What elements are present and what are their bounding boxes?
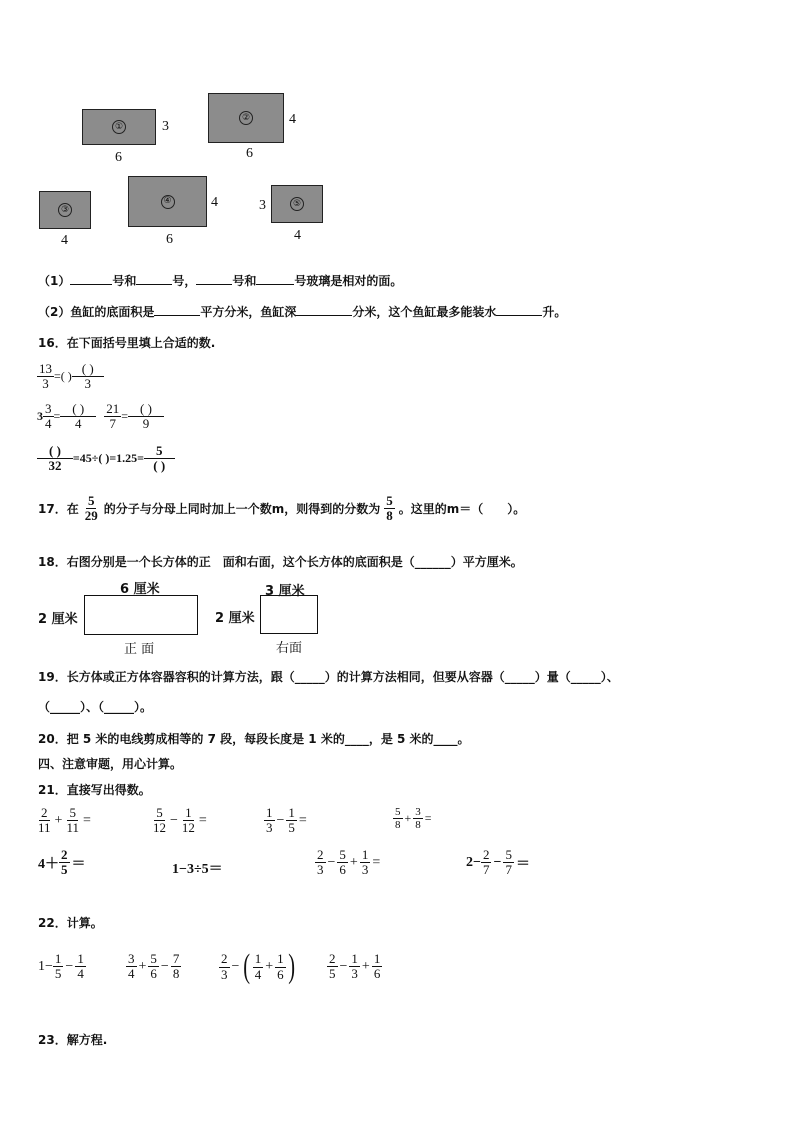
glass-1-width: 6: [115, 150, 122, 165]
denominator: 7: [505, 862, 512, 878]
numerator: 5: [144, 444, 175, 459]
denominator: 11: [66, 820, 79, 836]
numerator: 5: [395, 806, 401, 818]
blank: [70, 273, 112, 285]
fraction: [53, 952, 64, 982]
fraction: [128, 402, 164, 432]
fraction: [384, 494, 395, 524]
glass-panel-5: [271, 185, 323, 223]
fraction: [37, 362, 54, 392]
numerator: 3: [415, 806, 421, 818]
numerator: 1: [254, 951, 262, 967]
equals: =: [121, 409, 128, 424]
q16-row3: [37, 444, 175, 474]
denominator: 9: [142, 416, 150, 432]
numerator: 2: [41, 805, 48, 820]
denominator: 8: [395, 819, 401, 832]
q23-title: 23．解方程.: [38, 1033, 108, 1047]
glass-panel-4: [128, 176, 207, 227]
fraction: [43, 402, 54, 432]
denominator: 8: [172, 966, 180, 982]
denominator: 4: [254, 966, 262, 982]
q18-front-top: 6 厘米: [120, 582, 160, 597]
fraction: [349, 952, 360, 982]
numerator: 1: [185, 805, 192, 820]
denominator: 32: [48, 458, 62, 474]
q16-r2-whole: 3: [37, 409, 43, 424]
numerator: 1: [266, 805, 273, 820]
operator: −: [276, 812, 285, 828]
q18-front-label: 正 面: [124, 642, 155, 657]
numerator: 13: [39, 361, 52, 376]
q22-calc-1: 1− $\frac{1}{5}$ − $\frac{1}{4}$: [38, 951, 84, 982]
blank: [136, 273, 172, 285]
operator: +: [404, 811, 412, 826]
operator: =: [298, 812, 307, 828]
denominator: 8: [415, 819, 421, 832]
q17-b: 的分子与分母上同时加上一个数m，则得到的分数为: [103, 502, 381, 517]
numerator: 2: [61, 847, 68, 862]
q15-p1-d: 号和: [232, 274, 257, 288]
denominator: 6: [373, 966, 381, 982]
fraction: [75, 952, 86, 982]
numerator: 3: [128, 951, 135, 966]
denominator: 5: [61, 862, 68, 878]
q21-expr-3: [264, 806, 309, 836]
q15-p1-b: 号和: [112, 274, 137, 288]
operator: +: [349, 854, 358, 870]
numerator: 3: [45, 401, 52, 416]
denominator: 29: [84, 508, 98, 524]
denominator: 7: [482, 862, 490, 878]
operator: −: [327, 854, 336, 870]
glass-label-1: ①: [112, 120, 126, 134]
numerator: 1: [54, 951, 62, 966]
q16-row2: [37, 402, 164, 432]
operator: =: [372, 854, 381, 870]
fraction: [253, 952, 264, 982]
glass-label-5: ⑤: [290, 197, 304, 211]
q15-p1-c: 号，: [172, 274, 197, 288]
q18-side-label: 右面: [276, 641, 303, 656]
fraction: [275, 952, 286, 982]
q18-text: 18．右图分别是一个长方体的正 面和右面，这个长方体的底面积是（______）平方厘米。: [38, 555, 523, 569]
operator: =: [198, 812, 207, 828]
q18-side-left: 2 厘米: [215, 611, 255, 626]
q19-line2: （_____）、（_____）。: [38, 700, 153, 714]
q18-front-rect: [84, 595, 198, 635]
blank: [154, 304, 200, 316]
q18-front-left: 2 厘米: [38, 612, 78, 627]
denominator: 3: [266, 820, 273, 836]
numerator: 1: [373, 951, 381, 966]
blank: [196, 273, 232, 285]
denominator: 4: [128, 966, 135, 982]
q15-part2: [38, 303, 566, 320]
q18-side-rect: [260, 595, 318, 634]
denominator: 12: [153, 820, 166, 836]
denominator: 6: [150, 966, 157, 982]
glass-panel-3: [39, 191, 91, 229]
numerator: 5: [339, 847, 346, 862]
fraction: [83, 494, 100, 524]
denominator: 3: [221, 966, 228, 982]
numerator: 1: [77, 951, 84, 966]
numerator: 2: [221, 951, 228, 967]
denominator: 3: [42, 376, 49, 392]
blank: [496, 304, 542, 316]
q15-p2-c: 分米，这个鱼缸最多能装水: [352, 305, 497, 319]
fraction: [327, 952, 338, 982]
numerator: 5: [505, 847, 512, 862]
denominator: 11: [38, 820, 51, 836]
denominator: 5: [288, 820, 295, 836]
q16-r3-mid: =45÷( )=1.25=: [72, 451, 145, 466]
numerator: 2: [317, 847, 324, 862]
fraction: [360, 848, 371, 878]
q16-title: 16．在下面括号里填上合适的数.: [38, 336, 216, 350]
numerator: ( ): [60, 402, 96, 417]
q22-calc-4: [327, 952, 382, 982]
operator: +: [138, 958, 147, 974]
q16-row1: [37, 362, 104, 392]
q21-expr-2: [151, 806, 209, 836]
q21-expr-8: 2− $\frac{2}{7}$ − $\frac{5}{7}$ ＝: [466, 847, 530, 878]
numerator: 5: [386, 493, 393, 508]
fraction: [180, 806, 197, 836]
numerator: 1: [277, 951, 284, 967]
glass-4-height: 4: [211, 195, 218, 210]
fraction: [372, 952, 383, 982]
glass-label-2: ②: [239, 111, 253, 125]
fraction: [148, 952, 159, 982]
fraction: [171, 952, 182, 982]
numerator: 7: [172, 951, 180, 966]
q21-expr-6: 1−3÷5＝: [172, 862, 223, 877]
glass-panel-2: [208, 93, 284, 143]
q19-line1: 19．长方体或正方体容器容积的计算方法，跟（_____）的计算方法相同，但要从容器（_____）量（_____）、: [38, 670, 619, 684]
section-4-heading: 四、注意审题，用心计算。: [38, 757, 183, 771]
numerator: 1: [288, 805, 295, 820]
glass-5-width: 4: [294, 228, 301, 243]
denominator: 3: [361, 862, 369, 878]
fraction: [104, 402, 121, 432]
denominator: 4: [77, 966, 84, 982]
denominator: 3: [351, 966, 358, 982]
fraction: [60, 402, 96, 432]
q15-p2-b: 平方分米，鱼缸深: [200, 305, 297, 319]
operator: +: [361, 958, 370, 974]
operator: −: [231, 959, 240, 974]
denominator: 4: [74, 416, 82, 432]
denominator: 5: [329, 966, 336, 982]
operator: =: [424, 811, 432, 826]
numerator: ( ): [72, 362, 104, 377]
q22-calc-3: [219, 950, 297, 984]
operator: −: [160, 958, 169, 974]
denominator: ( ): [153, 458, 166, 474]
numerator: 5: [87, 493, 95, 508]
glass-2-height: 4: [289, 112, 296, 127]
denominator: 3: [84, 376, 91, 392]
q17: [38, 494, 525, 524]
fraction: [126, 952, 137, 982]
fraction: [315, 848, 326, 878]
operator: ＝: [515, 856, 530, 872]
q22-title: 22．计算。: [38, 916, 103, 930]
numerator: 21: [106, 401, 120, 416]
numerator: 5: [150, 951, 157, 966]
q17-c: 。这里的m＝（ ）。: [398, 502, 526, 517]
fraction: [37, 444, 73, 474]
q18-side-top: 3 厘米: [265, 584, 305, 599]
q21-expr-7: [315, 848, 382, 878]
numerator: 5: [156, 805, 163, 820]
fraction: [36, 806, 53, 836]
numerator: 1: [351, 951, 358, 966]
numerator: ( ): [128, 402, 164, 417]
q21-expr-4: [393, 806, 434, 831]
equals: =: [53, 409, 61, 424]
fraction: [144, 444, 175, 474]
numerator: 1: [361, 847, 369, 862]
glass-1-height: 3: [162, 119, 169, 134]
denominator: 6: [339, 862, 346, 878]
operator: +: [265, 959, 274, 974]
denominator: 3: [317, 862, 324, 878]
q17-a: 17．在: [38, 502, 79, 517]
close-paren: ): [287, 948, 295, 985]
denominator: 7: [109, 416, 116, 432]
q21-expr-1: [36, 806, 93, 836]
fraction: [151, 806, 168, 836]
glass-2-width: 6: [246, 146, 253, 161]
glass-3-width: 4: [61, 233, 68, 248]
glass-4-width: 6: [166, 232, 173, 247]
numerator: 2: [482, 847, 490, 862]
q21-title: 21．直接写出得数。: [38, 783, 151, 797]
denominator: 12: [181, 820, 195, 836]
fraction: [59, 848, 70, 878]
fraction: [503, 848, 514, 878]
numerator: ( ): [37, 444, 73, 459]
denominator: 8: [386, 508, 393, 524]
blank: [256, 273, 294, 285]
operator: −: [65, 958, 74, 974]
fraction: [64, 806, 81, 836]
denominator: 6: [277, 966, 284, 982]
q15-p2-d: 升。: [542, 305, 567, 319]
q15-p1-e: 号玻璃是相对的面。: [294, 274, 403, 288]
q20: 20．把 5 米的电线剪成相等的 7 段，每段长度是 1 米的____，是 5 米的____。: [38, 732, 470, 746]
operator: −: [339, 958, 348, 974]
fraction: [286, 806, 297, 836]
glass-label-3: ③: [58, 203, 72, 217]
fraction: [337, 848, 348, 878]
denominator: 4: [45, 416, 52, 432]
numerator: 5: [69, 805, 76, 820]
fraction: [481, 848, 492, 878]
q15-part1: [38, 272, 402, 289]
glass-5-height: 3: [259, 198, 266, 213]
glass-panel-1: [82, 109, 156, 145]
fraction: [413, 806, 423, 831]
fraction: [72, 362, 104, 392]
q21-expr-5: 4＋ $\frac{2}{5}$ ＝: [38, 847, 86, 878]
q16-r1-mid: =( ): [54, 369, 72, 384]
q22-calc-2: [126, 952, 181, 982]
fraction: [264, 806, 275, 836]
open-paren: (: [243, 948, 251, 985]
operator: +: [54, 812, 63, 828]
operator: =: [82, 812, 91, 828]
operator: −: [493, 854, 502, 870]
numerator: 2: [329, 951, 336, 966]
glass-label-4: ④: [161, 195, 175, 209]
fraction: [219, 952, 230, 982]
operator: −: [170, 812, 178, 828]
operator: ＝: [71, 856, 86, 872]
denominator: 5: [54, 966, 62, 982]
q15-p1-a: （1）: [38, 274, 71, 288]
fraction: [393, 806, 403, 831]
blank: [296, 304, 352, 316]
q15-p2-a: （2）鱼缸的底面积是: [38, 305, 155, 319]
